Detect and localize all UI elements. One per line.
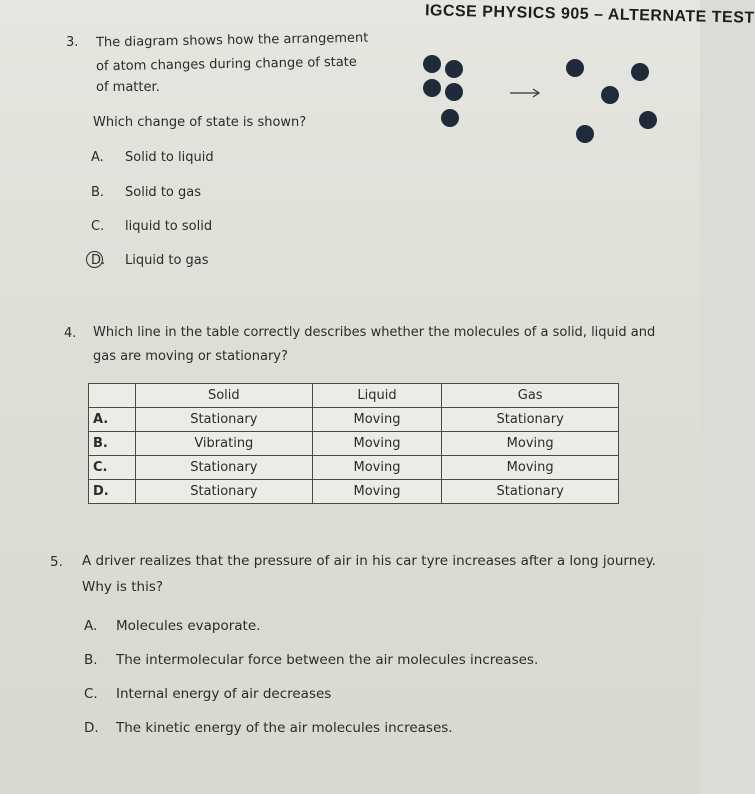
- question-5-number: 5.: [50, 554, 63, 570]
- table-header-cell: [89, 384, 136, 408]
- page-header: IGCSE PHYSICS 905 – ALTERNATE TEST: [424, 2, 755, 27]
- table-cell: Moving: [312, 480, 442, 504]
- table-cell: Stationary: [442, 480, 619, 504]
- row-label: D.: [89, 480, 136, 504]
- particle: [639, 111, 657, 129]
- q3-option-b-letter: B.: [91, 185, 105, 200]
- q3-option-d-text: Liquid to gas: [125, 253, 209, 268]
- question-3-number: 3.: [66, 35, 79, 50]
- states-table: [88, 383, 619, 504]
- question-4-number: 4.: [64, 326, 77, 341]
- particle: [423, 79, 441, 97]
- question-5-line-1: A driver realizes that the pressure of air in his car tyre increases after a long journey.: [82, 553, 656, 569]
- table-cell: Moving: [312, 408, 442, 432]
- table-cell: Vibrating: [136, 432, 313, 456]
- question-4-line-2: gas are moving or stationary?: [93, 349, 288, 364]
- particle: [445, 83, 463, 101]
- table-cell: Stationary: [136, 480, 313, 504]
- table-cell: Stationary: [442, 408, 619, 432]
- row-label: B.: [89, 432, 136, 456]
- table-row: [89, 408, 619, 432]
- particle: [445, 60, 463, 78]
- q5-option-a-letter: A.: [84, 618, 98, 634]
- particle: [441, 109, 459, 127]
- particle: [631, 63, 649, 81]
- table-cell: Moving: [312, 456, 442, 480]
- particle: [576, 125, 594, 143]
- table-header-cell: Liquid: [312, 384, 442, 408]
- q3-option-a-letter: A.: [91, 150, 104, 165]
- q5-option-d-letter: D.: [84, 720, 99, 736]
- q5-option-b-text: The intermolecular force between the air molecules increases.: [116, 652, 539, 668]
- particle: [423, 55, 441, 73]
- question-3-prompt: Which change of state is shown?: [93, 115, 307, 130]
- question-4-line-1: Which line in the table correctly describes whether the molecules of a solid, liquid and: [93, 325, 656, 340]
- particle: [601, 86, 619, 104]
- table-header-cell: Gas: [442, 384, 619, 408]
- q3-option-d-letter: D.: [91, 253, 106, 268]
- q5-option-b-letter: B.: [84, 652, 98, 668]
- particle: [566, 59, 584, 77]
- table-cell: Stationary: [136, 408, 313, 432]
- solid-particles: [423, 55, 463, 127]
- table-row: [89, 432, 619, 456]
- question-3-line-2: of atom changes during change of state: [95, 54, 357, 75]
- change-arrow: [510, 89, 539, 97]
- q3-option-c-letter: C.: [91, 219, 105, 234]
- table-row: [89, 480, 619, 504]
- q5-option-c-letter: C.: [84, 686, 98, 702]
- q5-option-d-text: The kinetic energy of the air molecules increases.: [116, 720, 453, 736]
- state-change-diagram: [410, 50, 670, 160]
- q3-option-a-text: Solid to liquid: [125, 150, 214, 165]
- table-row: [89, 456, 619, 480]
- table-cell: Moving: [442, 456, 619, 480]
- q5-option-a-text: Molecules evaporate.: [116, 618, 261, 634]
- q3-option-c-text: liquid to solid: [125, 219, 213, 234]
- question-3-line-1: The diagram shows how the arrangement: [95, 30, 369, 51]
- table-cell: Stationary: [136, 456, 313, 480]
- q5-option-c-text: Internal energy of air decreases: [116, 686, 332, 702]
- row-label: C.: [89, 456, 136, 480]
- gas-particles: [566, 59, 657, 143]
- question-5-line-2: Why is this?: [82, 579, 164, 595]
- table-header-cell: Solid: [136, 384, 313, 408]
- row-label: A.: [89, 408, 136, 432]
- table-cell: Moving: [312, 432, 442, 456]
- question-3-line-3: of matter.: [96, 80, 160, 95]
- table-cell: Moving: [442, 432, 619, 456]
- q3-option-b-text: Solid to gas: [125, 185, 201, 200]
- table-header-row: [89, 384, 619, 408]
